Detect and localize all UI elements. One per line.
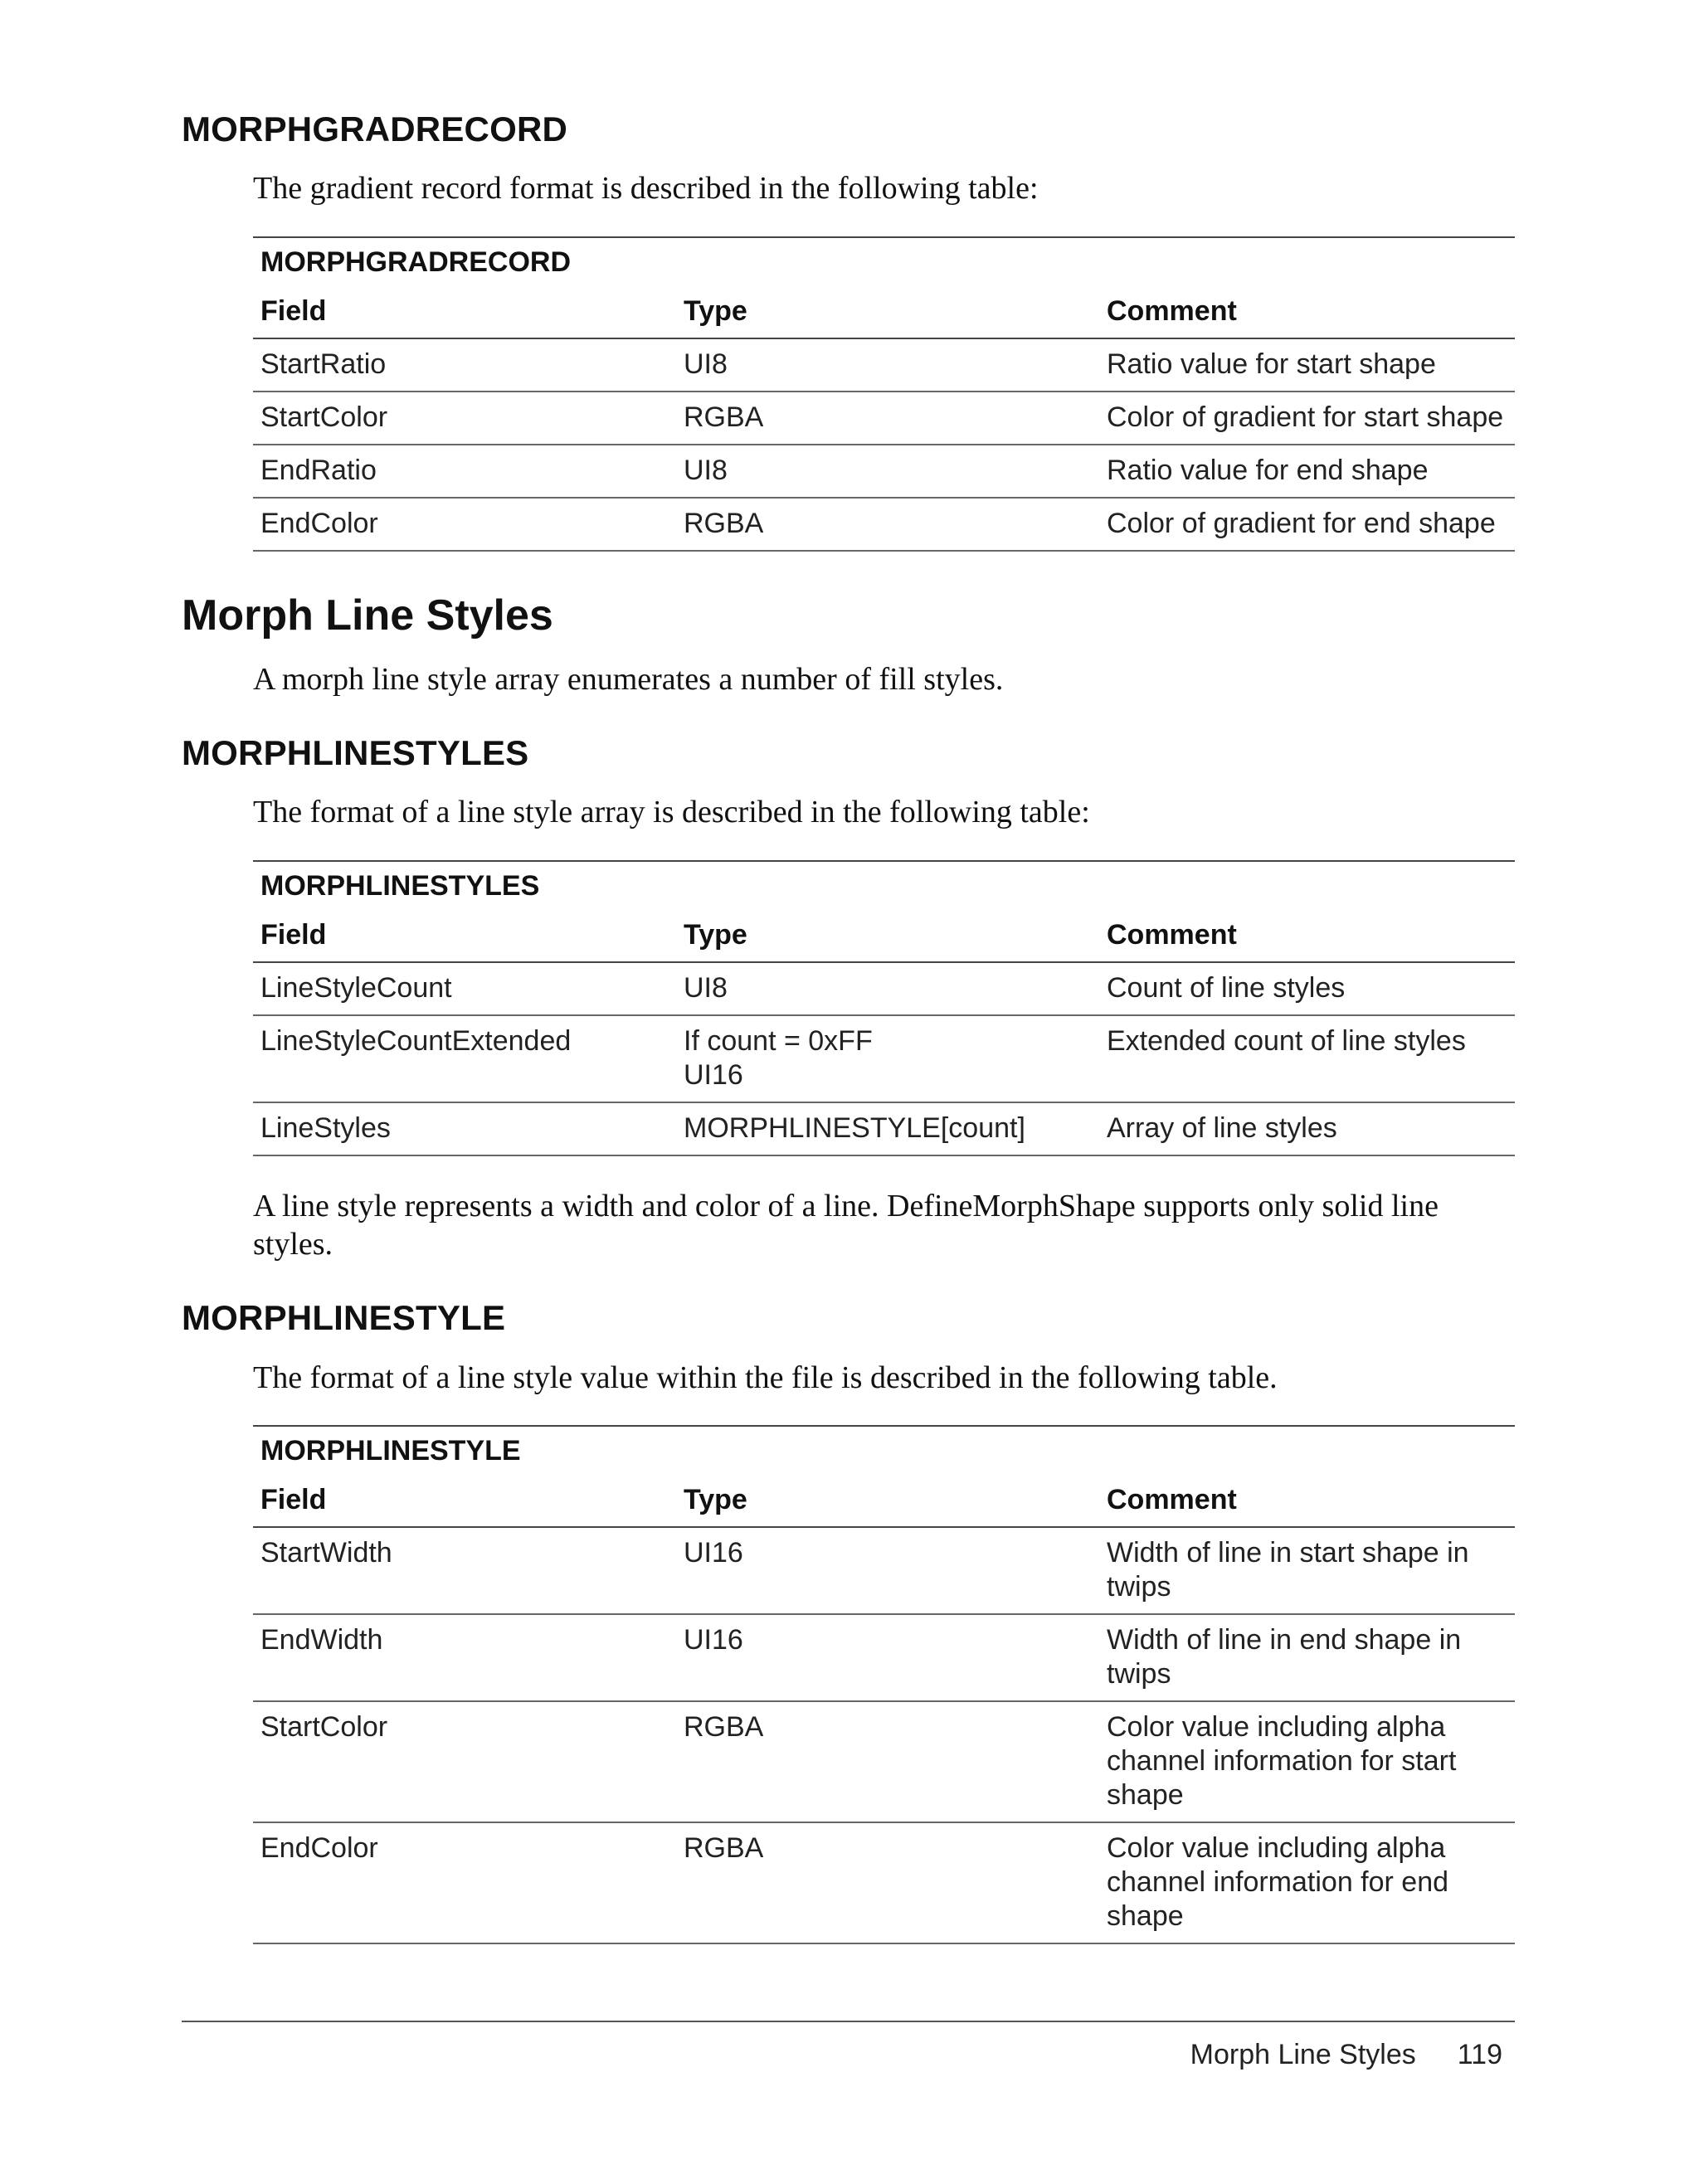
cell-type: If count = 0xFF UI16 <box>684 1025 873 1091</box>
header-field: Field <box>260 918 327 951</box>
table-row <box>253 1528 1515 1615</box>
intro-morphgradrecord: The gradient record format is described in the following table: <box>253 171 1039 206</box>
cell-comment: Width of line in start shape in twips <box>1107 1537 1469 1603</box>
header-field: Field <box>260 294 327 327</box>
table-header-row <box>253 285 1515 339</box>
table-row <box>253 339 1515 392</box>
header-field: Field <box>260 1483 327 1515</box>
cell-comment: Count of line styles <box>1107 972 1346 1004</box>
cell-field: EndColor <box>260 508 378 539</box>
cell-field: StartWidth <box>260 1537 392 1569</box>
intro-morph-line-styles: A morph line style array enumerates a number of fill styles. <box>253 662 1004 697</box>
cell-comment: Extended count of line styles <box>1107 1025 1466 1057</box>
cell-field: LineStyleCount <box>260 972 452 1004</box>
outro-morphlinestyles: A line style represents a width and color of a line. DefineMorphShape supports only solid line styles. <box>253 1189 1439 1262</box>
header-comment: Comment <box>1107 1483 1237 1515</box>
table-caption: MORPHGRADRECORD <box>260 246 571 278</box>
cell-field: StartColor <box>260 401 388 433</box>
cell-comment: Color of gradient for end shape <box>1107 508 1496 539</box>
header-type: Type <box>684 1483 747 1515</box>
cell-field: EndWidth <box>260 1624 383 1656</box>
heading-morphgradrecord: MORPHGRADRECORD <box>182 109 567 148</box>
cell-type: RGBA <box>684 401 764 433</box>
table-row <box>253 1103 1515 1156</box>
cell-type: UI16 <box>684 1624 743 1656</box>
cell-comment: Ratio value for end shape <box>1107 455 1429 486</box>
intro-morphlinestyle: The format of a line style value within the file is described in the following table. <box>253 1360 1278 1395</box>
header-comment: Comment <box>1107 294 1237 327</box>
cell-comment: Color value including alpha channel information for end shape <box>1107 1832 1449 1932</box>
cell-type: UI8 <box>684 455 728 486</box>
cell-comment: Color of gradient for start shape <box>1107 401 1504 433</box>
header-type: Type <box>684 918 747 951</box>
cell-type: UI8 <box>684 972 728 1004</box>
table-morphgradrecord <box>253 236 1515 552</box>
table-header-row <box>253 908 1515 963</box>
cell-field: EndRatio <box>260 455 377 486</box>
intro-morphlinestyles: The format of a line style array is described in the following table: <box>253 795 1090 829</box>
table-header-row <box>253 1473 1515 1528</box>
cell-field: LineStyles <box>260 1112 391 1144</box>
footer-rule <box>182 2021 1515 2022</box>
header-type: Type <box>684 294 747 327</box>
table-row <box>253 1702 1515 1823</box>
footer-section-title: Morph Line Styles <box>1190 2039 1416 2070</box>
cell-type: UI8 <box>684 348 728 380</box>
cell-comment: Array of line styles <box>1107 1112 1337 1144</box>
heading-morphlinestyle: MORPHLINESTYLE <box>182 1298 506 1337</box>
cell-type: RGBA <box>684 1711 764 1743</box>
table-row <box>253 1016 1515 1103</box>
heading-morphlinestyles: MORPHLINESTYLES <box>182 733 529 772</box>
cell-comment: Width of line in end shape in twips <box>1107 1624 1462 1690</box>
cell-field: EndColor <box>260 1832 378 1864</box>
table-row <box>253 499 1515 552</box>
cell-field: StartRatio <box>260 348 387 380</box>
cell-type: RGBA <box>684 1832 764 1864</box>
table-caption: MORPHLINESTYLES <box>260 870 540 902</box>
cell-comment: Color value including alpha channel information for start shape <box>1107 1711 1457 1811</box>
table-row <box>253 1615 1515 1702</box>
table-row <box>253 1823 1515 1944</box>
cell-type: MORPHLINESTYLE[count] <box>684 1112 1025 1144</box>
cell-field: StartColor <box>260 1711 388 1743</box>
table-row <box>253 445 1515 499</box>
heading-morph-line-styles: Morph Line Styles <box>182 591 553 640</box>
table-caption: MORPHLINESTYLE <box>260 1435 521 1467</box>
cell-comment: Ratio value for start shape <box>1107 348 1436 380</box>
header-comment: Comment <box>1107 918 1237 951</box>
table-morphlinestyle <box>253 1425 1515 1944</box>
page-number: 119 <box>1457 2039 1502 2070</box>
cell-type: RGBA <box>684 508 764 539</box>
table-morphlinestyles <box>253 860 1515 1156</box>
page-footer <box>1190 2039 1502 2071</box>
cell-field: LineStyleCountExtended <box>260 1025 572 1057</box>
cell-type: UI16 <box>684 1537 743 1569</box>
table-row <box>253 392 1515 445</box>
table-row <box>253 963 1515 1016</box>
